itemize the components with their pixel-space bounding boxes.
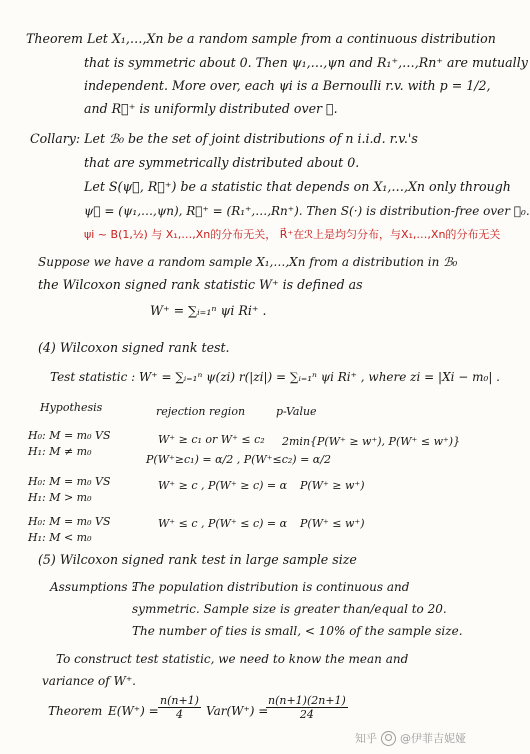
mean-fraction [158, 694, 201, 721]
row3-h1: H₁: M < m₀ [28, 531, 92, 544]
row3-p-value: P(W⁺ ≤ w⁺) [300, 517, 365, 530]
construct-line-2: variance of W⁺. [42, 674, 136, 688]
corollary-line-2: that are symmetrically distributed about 0. [84, 155, 360, 170]
theorem-line-4: and R⃗⁺ is uniformly distributed over ℛ. [84, 101, 338, 116]
theorem-line-2: that is symmetric about 0. Then ψ₁,…,ψn and R₁⁺,…,Rn⁺ are mutually [84, 55, 528, 70]
suppose-line-1: Suppose we have a random sample X₁,…,Xn from a distribution in ℬ₀ [38, 255, 458, 269]
row1-h0: H₀: M = m₀ VS [28, 429, 111, 442]
row2-rejection: W⁺ ≥ c , P(W⁺ ≥ c) = α [158, 479, 288, 492]
row2-h0: H₀: M = m₀ VS [28, 475, 111, 488]
zhihu-watermark [355, 730, 466, 746]
row1-p-value: 2min{P(W⁺ ≥ w⁺), P(W⁺ ≤ w⁺)} [282, 435, 461, 448]
row2-h1: H₁: M > m₀ [28, 491, 92, 504]
test-statistic-line: Test statistic : W⁺ = ∑ᵢ₌₁ⁿ ψ(zi) r(|zi|) = ∑ᵢ₌₁ⁿ ψi Ri⁺ , where zi = |Xi − m₀| . [50, 370, 500, 384]
variance-numerator: n(n+1)(2n+1) [268, 694, 346, 707]
theorem-line-3: independent. More over, each ψi is a Bernoulli r.v. with p = 1/2, [84, 78, 491, 93]
corollary-line-3: Let S(ψ⃗, R⃗⁺) be a statistic that depends on X₁,…,Xn only through [84, 179, 511, 194]
corollary-line-1: Collary: Let ℬ₀ be the set of joint distributions of n i.i.d. r.v.'s [30, 131, 418, 146]
row1-h1: H₁: M ≠ m₀ [28, 445, 92, 458]
mean-lhs: E(W⁺) = [108, 704, 159, 718]
row1-rejection-probability: P(W⁺≥c₁) = α/2 , P(W⁺≤c₂) = α/2 [146, 453, 331, 466]
column-header-rejection-region: rejection region [156, 405, 246, 418]
column-header-p-value: p-Value [276, 405, 317, 418]
variance-denominator: 24 [299, 708, 314, 721]
column-header-hypothesis: Hypothesis [40, 401, 103, 414]
suppose-line-2: the Wilcoxon signed rank statistic W⁺ is defined as [38, 277, 363, 292]
row1-rejection: W⁺ ≥ c₁ or W⁺ ≤ c₂ [158, 433, 265, 446]
assumptions-label: Assumptions : [50, 580, 136, 594]
assumption-line-3: The number of ties is small, < 10% of the sample size. [132, 624, 463, 638]
theorem-label: Theorem [48, 704, 103, 718]
watermark-site: 知乎 [355, 732, 377, 745]
row2-p-value: P(W⁺ ≥ w⁺) [300, 479, 365, 492]
variance-lhs: Var(W⁺) = [206, 704, 269, 718]
corollary-line-4: ψ⃗ = (ψ₁,…,ψn), R⃗⁺ = (R₁⁺,…,Rn⁺). Then S(·) is distribution-free over ℬ₀. [84, 204, 530, 218]
row3-h0: H₀: M = m₀ VS [28, 515, 111, 528]
watermark-author: @伊菲吉妮娅 [400, 732, 466, 745]
section-5-heading: (5) Wilcoxon signed rank test in large sample size [38, 552, 357, 567]
assumption-line-1: The population distribution is continuous and [132, 580, 410, 594]
mean-numerator: n(n+1) [160, 694, 199, 707]
corollary-note-chinese: ψi ~ B(1,½) 与 X₁,…,Xn的分布无关， R⃗⁺在ℛ上是均匀分布，与X₁,…,Xn的分布无关 [84, 228, 501, 241]
variance-fraction [266, 694, 348, 721]
mean-denominator: 4 [175, 708, 183, 721]
wplus-definition-formula: W⁺ = ∑ᵢ₌₁ⁿ ψi Ri⁺ . [150, 303, 267, 318]
row3-rejection: W⁺ ≤ c , P(W⁺ ≤ c) = α [158, 517, 288, 530]
user-avatar-icon [381, 731, 396, 746]
section-4-heading: (4) Wilcoxon signed rank test. [38, 340, 230, 355]
theorem-line-1: Theorem Let X₁,…,Xn be a random sample from a continuous distribution [26, 31, 496, 46]
construct-line-1: To construct test statistic, we need to know the mean and [56, 652, 409, 666]
assumption-line-2: symmetric. Sample size is greater than/equal to 20. [132, 602, 447, 616]
